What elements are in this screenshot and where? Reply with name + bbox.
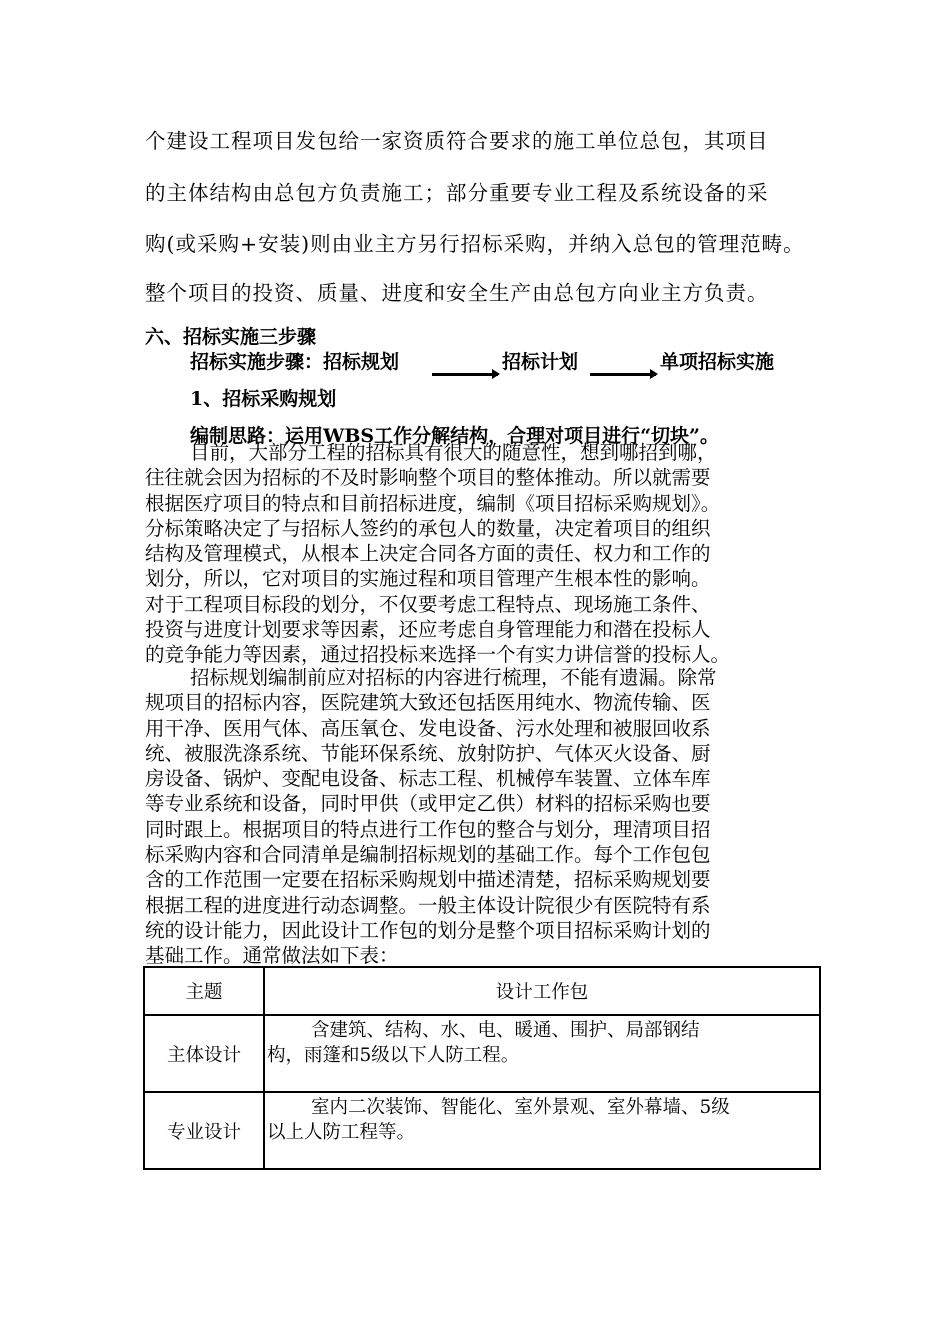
paragraph-line: 投资与进度计划要求等因素，还应考虑自身管理能力和潜在投标人 — [145, 618, 711, 642]
step-1-label: 招标实施步骤：招标规划 — [190, 351, 400, 373]
paragraph-line: 同时跟上。根据项目的特点进行工作包的整合与划分，理清项目招 — [145, 817, 711, 841]
cell-line: 室内二次装饰、智能化、室外景观、室外幕墙、5级 — [311, 1097, 730, 1118]
paragraph-line: 等专业系统和设备，同时甲供（或甲定乙供）材料的招标采购也要 — [145, 792, 711, 816]
paragraph-line: 对于工程项目标段的划分，不仅要考虑工程特点、现场施工条件、 — [145, 592, 711, 616]
paragraph-line: 目前，大部分工程的招标具有很大的随意性，想到哪招到哪， — [190, 441, 717, 464]
paragraph-line: 划分，所以，它对项目的实施过程和项目管理产生根本性的影响。 — [145, 567, 711, 591]
table-cell-topic: 专业设计 — [144, 1092, 264, 1169]
paragraph-line: 的竞争能力等因素，通过招投标来选择一个有实力讲信誉的投标人。 — [145, 643, 731, 667]
steps-flow — [190, 347, 890, 377]
paragraph-line: 统的设计能力，因此设计工作包的划分是整个项目招标采购计划的 — [145, 918, 711, 942]
table-cell-content — [264, 1015, 820, 1092]
table-cell-topic: 主体设计 — [144, 1015, 264, 1092]
paragraph-line: 结构及管理模式，从根本上决定合同各方面的责任、权力和工作的 — [145, 542, 711, 566]
design-package-table — [143, 966, 821, 1170]
cell-line: 含建筑、结构、水、电、暖通、围护、局部钢结 — [311, 1020, 700, 1041]
paragraph-line: 统、被服洗涤系统、节能环保系统、放射防护、气体灭火设备、厨 — [145, 741, 711, 765]
cell-line: 以上人防工程等。 — [267, 1122, 416, 1143]
intro-line: 个建设工程项目发包给一家资质符合要求的施工单位总包，其项目 — [145, 129, 769, 153]
paragraph-line: 根据工程的进度进行动态调整。一般主体设计院很少有医院特有系 — [145, 893, 711, 917]
table-row — [144, 1015, 820, 1092]
paragraph-line: 用干净、医用气体、高压氧仓、发电设备、污水处理和被服回收系 — [145, 716, 711, 740]
paragraph-line: 规项目的招标内容，医院建筑大致还包括医用纯水、物流传输、医 — [145, 691, 711, 715]
arrow-icon — [590, 373, 656, 376]
intro-line: 的主体结构由总包方负责施工；部分重要专业工程及系统设备的采 — [145, 181, 769, 205]
approach-line: 编制思路：运用WBS工作分解结构，合理对项目进行“切块”。 — [190, 425, 719, 447]
table-header-cell: 主题 — [144, 967, 264, 1015]
paragraph-2 — [145, 665, 805, 969]
section-heading: 六、招标实施三步骤 — [145, 326, 317, 348]
step-3-label: 单项招标实施 — [660, 351, 775, 373]
intro-line: 购(或采购+安装)则由业主方另行招标采购，并纳入总包的管理范畴。 — [145, 232, 805, 256]
table-header-row — [144, 967, 820, 1015]
step-2-label: 招标计划 — [502, 351, 579, 373]
table-cell-content — [264, 1092, 820, 1169]
intro-line: 整个项目的投资、质量、进度和安全生产由总包方向业主方负责。 — [145, 281, 769, 305]
table-header-cell: 设计工作包 — [264, 967, 820, 1015]
paragraph-1 — [145, 440, 805, 668]
paragraph-line: 分标策略决定了与招标人签约的承包人的数量，决定着项目的组织 — [145, 516, 711, 540]
paragraph-line: 标采购内容和合同清单是编制招标规划的基础工作。每个工作包包 — [145, 843, 711, 867]
arrow-icon — [432, 373, 498, 376]
paragraph-line: 根据医疗项目的特点和目前招标进度，编制《项目招标采购规划》。 — [145, 491, 721, 515]
paragraph-line: 基础工作。通常做法如下表： — [145, 944, 399, 968]
paragraph-line: 含的工作范围一定要在招标采购规划中描述清楚，招标采购规划要 — [145, 868, 711, 892]
subheading: 1、招标采购规划 — [190, 388, 337, 410]
table-row — [144, 1092, 820, 1169]
cell-line: 构，雨篷和5级以下人防工程。 — [267, 1045, 520, 1066]
paragraph-line: 招标规划编制前应对招标的内容进行梳理，不能有遗漏。除常 — [190, 666, 717, 689]
paragraph-line: 往往就会因为招标的不及时影响整个项目的整体推动。所以就需要 — [145, 466, 711, 490]
paragraph-line: 房设备、锅炉、变配电设备、标志工程、机械停车装置、立体车库 — [145, 767, 711, 791]
